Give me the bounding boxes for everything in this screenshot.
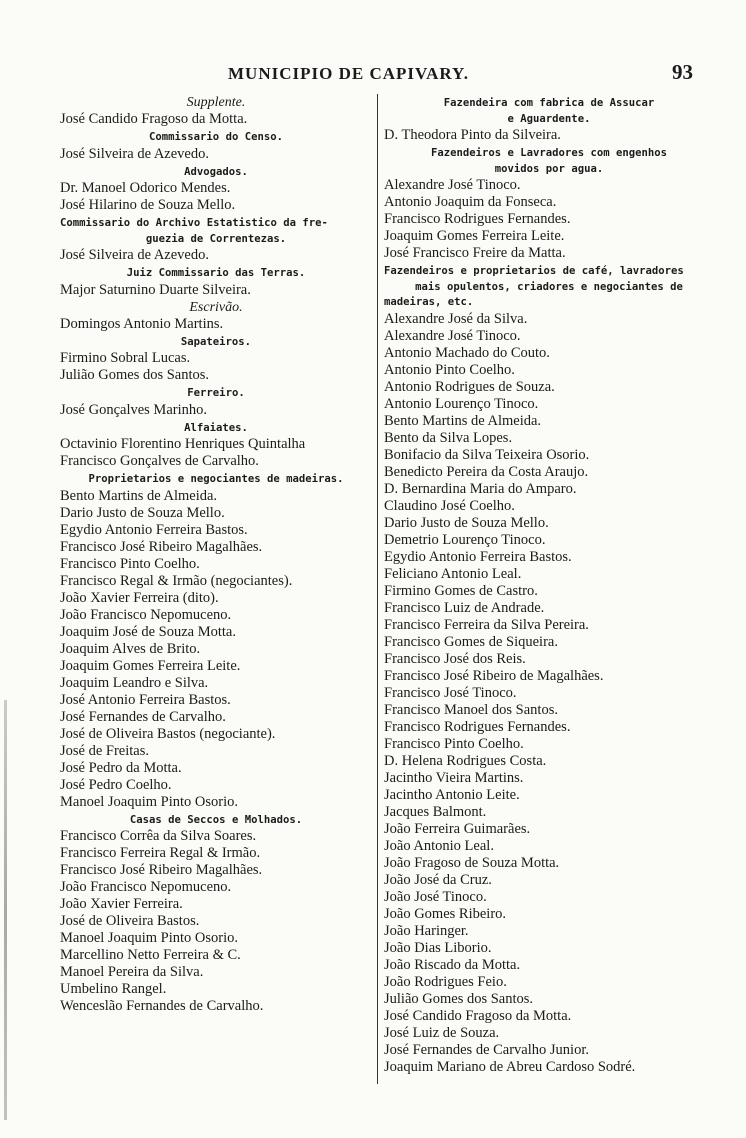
section-heading: Juiz Commissario das Terras. bbox=[126, 267, 306, 279]
section-heading: Fazendeiros e Lavradores com engenhos bbox=[431, 147, 667, 159]
list-item: José Silveira de Azevedo. bbox=[60, 247, 209, 263]
list-item: João Gomes Ribeiro. bbox=[384, 905, 507, 922]
list-item: Feliciano Antonio Leal. bbox=[384, 565, 522, 582]
section-heading: Fazendeira com fabrica de Assucar bbox=[443, 97, 655, 109]
list-item: Domingos Antonio Martins. bbox=[60, 315, 224, 332]
list-item: José Pedro da Motta. bbox=[60, 759, 182, 776]
list-item: João José da Cruz. bbox=[384, 871, 492, 888]
page-title: MUNICIPIO DE CAPIVARY. bbox=[228, 64, 470, 83]
list-item: Francisco Ferreira da Silva Pereira. bbox=[384, 616, 589, 633]
list-item: D. Theodora Pinto da Silveira. bbox=[384, 127, 561, 143]
column-divider bbox=[377, 94, 378, 1084]
section-heading: Sapateiros. bbox=[180, 335, 252, 348]
list-item: João Rodrigues Feio. bbox=[384, 973, 507, 990]
list-item: Dario Justo de Souza Mello. bbox=[384, 514, 549, 531]
section-subheading: Escrivão. bbox=[189, 299, 243, 315]
section-heading: Alfaiates. bbox=[184, 421, 248, 434]
list-item: João Francisco Nepomuceno. bbox=[60, 606, 232, 623]
list-item: Antonio Pinto Coelho. bbox=[384, 361, 515, 378]
list-item: Bento Martins de Almeida. bbox=[384, 412, 542, 429]
list-item: Marcellino Netto Ferreira & C. bbox=[60, 947, 241, 963]
section-heading: movidos por agua. bbox=[494, 162, 604, 175]
list-item: Joaquim Leandro e Silva. bbox=[60, 674, 209, 691]
list-item: João Antonio Leal. bbox=[384, 837, 494, 854]
list-item: Julião Gomes dos Santos. bbox=[60, 367, 210, 383]
page-header bbox=[0, 62, 746, 86]
left-column bbox=[60, 94, 372, 1015]
list-item: João Haringer. bbox=[384, 922, 469, 939]
list-item: Joaquim José de Souza Motta. bbox=[60, 623, 236, 640]
list-item: Francisco Pinto Coelho. bbox=[384, 735, 524, 752]
list-item: João Ferreira Guimarães. bbox=[384, 820, 531, 837]
list-item: João Dias Liborio. bbox=[384, 939, 492, 956]
list-item: Claudino José Coelho. bbox=[384, 497, 515, 514]
list-item: Manoel Joaquim Pinto Osorio. bbox=[60, 930, 239, 946]
list-item: Jacintho Antonio Leite. bbox=[384, 786, 520, 803]
list-item: José Candido Fragoso da Motta. bbox=[384, 1007, 572, 1024]
section-subheading: Supplente. bbox=[186, 95, 246, 110]
list-item: Manoel Pereira da Silva. bbox=[60, 964, 204, 980]
list-item: Antonio Lourenço Tinoco. bbox=[384, 395, 539, 412]
list-item: Joaquim Mariano de Abreu Cardoso Sodré. bbox=[384, 1058, 636, 1075]
list-item: Manoel Joaquim Pinto Osorio. bbox=[60, 793, 239, 810]
list-item: Joaquim Gomes Ferreira Leite. bbox=[384, 228, 565, 244]
list-item: José Candido Fragoso da Motta. bbox=[60, 111, 248, 127]
list-item: Francisco José Ribeiro de Magalhães. bbox=[384, 667, 604, 684]
list-item: João Francisco Nepomuceno. bbox=[60, 879, 232, 895]
list-item: José Luiz de Souza. bbox=[384, 1024, 500, 1041]
list-item: Firmino Sobral Lucas. bbox=[60, 350, 191, 366]
list-item: Benedicto Pereira da Costa Araujo. bbox=[384, 463, 589, 480]
list-item: Antonio Machado do Couto. bbox=[384, 344, 550, 361]
list-item: Francisco Corrêa da Silva Soares. bbox=[60, 828, 257, 844]
list-item: João Fragoso de Souza Motta. bbox=[384, 854, 560, 871]
section-heading: Advogados. bbox=[184, 165, 248, 178]
list-item: José Fernandes de Carvalho Junior. bbox=[384, 1041, 589, 1058]
list-item: José Fernandes de Carvalho. bbox=[60, 708, 226, 725]
list-item: D. Bernardina Maria do Amparo. bbox=[384, 480, 577, 497]
list-item: Jacques Balmont. bbox=[384, 803, 487, 820]
list-item: José Hilarino de Souza Mello. bbox=[60, 197, 236, 213]
list-item: Dario Justo de Souza Mello. bbox=[60, 504, 225, 521]
list-item: Octavinio Florentino Henriques Quintalha bbox=[60, 436, 306, 452]
section-heading: Commissario do Archivo Estatistico da fre- bbox=[60, 217, 328, 229]
list-item: Francisco Rodrigues Fernandes. bbox=[384, 718, 571, 735]
list-item: Egydio Antonio Ferreira Bastos. bbox=[384, 548, 572, 565]
list-item: Bonifacio da Silva Teixeira Osorio. bbox=[384, 446, 590, 463]
list-item: Julião Gomes dos Santos. bbox=[384, 990, 534, 1007]
list-item: Francisco Luiz de Andrade. bbox=[384, 599, 545, 616]
list-item: Alexandre José Tinoco. bbox=[384, 327, 521, 344]
list-item: Francisco José Ribeiro Magalhães. bbox=[60, 538, 263, 555]
list-item: Joaquim Alves de Brito. bbox=[60, 640, 201, 657]
section-heading: guezia de Correntezas. bbox=[145, 232, 287, 245]
list-item: Demetrio Lourenço Tinoco. bbox=[384, 531, 546, 548]
list-item: Alexandre José Tinoco. bbox=[384, 177, 521, 193]
section-heading: Commissario do Censo. bbox=[149, 131, 283, 143]
list-item: Umbelino Rangel. bbox=[60, 981, 167, 997]
list-item: Joaquim Gomes Ferreira Leite. bbox=[60, 657, 241, 674]
section-heading: Ferreiro. bbox=[187, 387, 245, 399]
list-item: Egydio Antonio Ferreira Bastos. bbox=[60, 521, 248, 538]
list-item: José Antonio Ferreira Bastos. bbox=[60, 691, 231, 708]
page-number: 93 bbox=[672, 60, 693, 84]
section-heading: madeiras, etc. bbox=[384, 296, 474, 308]
list-item: José Pedro Coelho. bbox=[60, 776, 172, 793]
list-item: Jacintho Vieira Martins. bbox=[384, 769, 524, 786]
section-heading: mais opulentos, criadores e negociantes de bbox=[415, 280, 683, 293]
section-heading: Casas de Seccos e Molhados. bbox=[129, 813, 303, 826]
binding-edge bbox=[4, 700, 7, 1120]
list-item: Francisco Manoel dos Santos. bbox=[384, 701, 558, 718]
list-item: José Silveira de Azevedo. bbox=[60, 145, 209, 162]
list-item: D. Helena Rodrigues Costa. bbox=[384, 752, 547, 769]
list-item: Francisco José Tinoco. bbox=[384, 684, 517, 701]
list-item: João Xavier Ferreira (dito). bbox=[60, 589, 219, 606]
list-item: Francisco Gomes de Siqueira. bbox=[384, 633, 558, 650]
list-item: Francisco Rodrigues Fernandes. bbox=[384, 211, 571, 227]
list-item: Francisco Regal & Irmão (negociantes). bbox=[60, 572, 293, 589]
list-item: João José Tinoco. bbox=[384, 888, 487, 905]
list-item: José de Freitas. bbox=[60, 742, 149, 759]
list-item: Major Saturnino Duarte Silveira. bbox=[60, 281, 251, 298]
list-item: João Xavier Ferreira. bbox=[60, 896, 183, 912]
list-item: Alexandre José da Silva. bbox=[384, 310, 528, 327]
list-item: Wenceslão Fernandes de Carvalho. bbox=[60, 998, 264, 1014]
list-item: Dr. Manoel Odorico Mendes. bbox=[60, 180, 231, 196]
list-item: Bento da Silva Lopes. bbox=[384, 429, 513, 446]
list-item: João Riscado da Motta. bbox=[384, 956, 521, 973]
list-item: Antonio Joaquim da Fonseca. bbox=[384, 194, 557, 210]
section-heading: Proprietarios e negociantes de madeiras. bbox=[88, 473, 344, 485]
section-heading: e Aguardente. bbox=[507, 112, 591, 125]
list-item: Francisco Ferreira Regal & Irmão. bbox=[60, 845, 261, 861]
list-item: José de Oliveira Bastos. bbox=[60, 913, 200, 929]
list-item: Francisco Pinto Coelho. bbox=[60, 555, 200, 572]
right-column bbox=[384, 94, 714, 1076]
list-item: José Francisco Freire da Matta. bbox=[384, 245, 566, 261]
list-item: Firmino Gomes de Castro. bbox=[384, 582, 538, 599]
list-item: Antonio Rodrigues de Souza. bbox=[384, 378, 555, 395]
list-item: Francisco José dos Reis. bbox=[384, 650, 526, 667]
list-item: Francisco Gonçalves de Carvalho. bbox=[60, 453, 259, 469]
section-heading: Fazendeiros e proprietarios de café, lavradores bbox=[384, 265, 684, 277]
list-item: Francisco José Ribeiro Magalhães. bbox=[60, 862, 263, 878]
list-item: José Gonçalves Marinho. bbox=[60, 401, 207, 418]
list-item: José de Oliveira Bastos (negociante). bbox=[60, 725, 276, 742]
list-item: Bento Martins de Almeida. bbox=[60, 487, 218, 504]
